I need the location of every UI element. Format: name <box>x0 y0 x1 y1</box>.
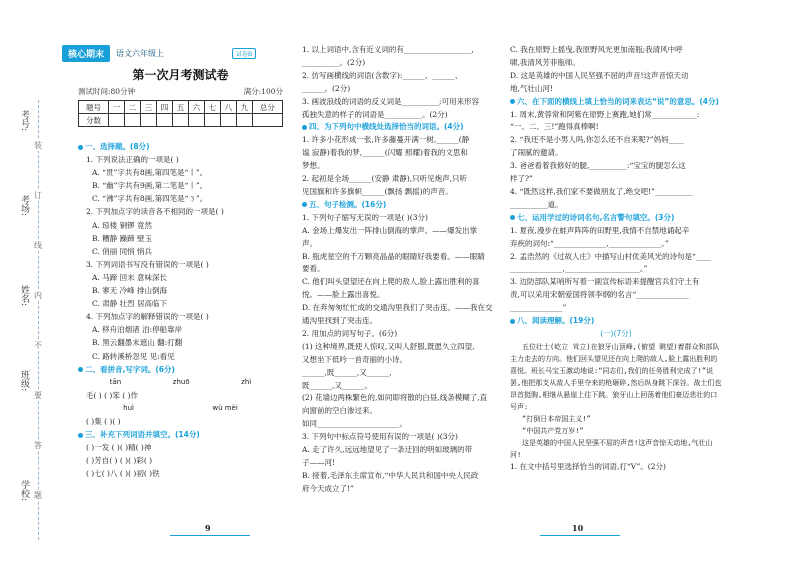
question-line: D. 在奔匆匆忙忙成的交通沟里我们了突击连。——我在交 <box>302 303 493 313</box>
question-line: 府今天成立了!” <box>302 483 354 493</box>
section-heading <box>510 315 722 328</box>
margin-label-class: 班级: <box>19 370 29 392</box>
score-cell: 八 <box>220 101 236 114</box>
question-line: 1. 以上词语中,含有近义词的有__________________, <box>302 45 474 54</box>
question-line: C. 路转溪桥忽见 见:看见 <box>92 351 175 361</box>
score-cell: 题号 <box>79 101 109 114</box>
score-cell: 九 <box>236 101 252 114</box>
write-line[interactable]: 毛( ) ( )笨 ( )作 <box>86 390 138 400</box>
question-line: A. 金场上爆发出一阵排山倒海的掌声。——爆发出掌 <box>302 225 478 235</box>
question-line: 2. 下列加点字的读音各不相同的一项是( ) <box>86 207 224 217</box>
question-line: 1. 下列句子缩写无误的一项是( )(3分) <box>302 212 428 222</box>
brand-subtitle: 语文六年级上 <box>116 48 165 58</box>
score-input-cell[interactable] <box>236 114 252 127</box>
question-line: B. 接着,毛泽东主席宣布,“中华人民共和国中央人民政 <box>302 470 479 480</box>
page-number-right: 10 <box>572 523 584 533</box>
bullet-icon <box>510 215 515 220</box>
fill-line[interactable]: ______________” <box>510 303 567 313</box>
passage-title: (一)(7分) <box>600 328 632 338</box>
question-line: __________。(2分) <box>302 57 366 67</box>
question-line: ______。(2分) <box>302 83 351 93</box>
question-line: 3. 边防部队某哨所写着一副宣传标语来提醒官兵们守土有 <box>510 277 700 287</box>
score-cell: 分数 <box>79 114 109 127</box>
question-line: 1. 在文中括号里选择恰当的词语,打“V”。(2分) <box>510 461 666 471</box>
binding-margin <box>0 100 60 540</box>
question-line: 3. 爸爸看着我修好的腿,__________:“宝宝的腿怎么这 <box>510 161 686 171</box>
question-line: 啸,我清风芳菲瓶师。 <box>510 57 580 67</box>
section-title: 四、为下列句中横线处选择恰当的词语。(4分) <box>309 122 464 132</box>
column-1 <box>78 140 283 480</box>
question-line: 2. 用加点的词写句子。(6分) <box>302 328 398 338</box>
margin-label-exam-no: 考号: <box>19 110 29 132</box>
section-title: 三、补充下列词语并填空。(14分) <box>85 430 200 440</box>
section-heading <box>510 96 722 109</box>
bullet-icon <box>78 433 83 438</box>
cut-char: 线 <box>34 241 42 250</box>
question-line: B. 糟静 躁蹄 壁玉 <box>92 233 153 243</box>
question-line: A. “贯”字共有8画,第四笔是“丨”。 <box>92 168 208 178</box>
margin-label-room: 考场: <box>19 195 29 217</box>
page-number-rule <box>170 535 250 536</box>
section-heading <box>78 140 283 153</box>
score-cell: 六 <box>188 101 204 114</box>
fill-line[interactable]: ( )芳自( ) ( )( )彩( ) <box>86 456 153 466</box>
score-cell: 五 <box>172 101 188 114</box>
question-line: (1) 这种境界,既使人惊叹,又叫人舒服,既愿久立四望, <box>302 341 475 351</box>
question-line: 孤独失意的样子的词语是__________。(2分) <box>302 109 448 119</box>
question-line: 1. 夏夜,漫步在蛙声阵阵的田野里,我情不自禁地诵起辛 <box>510 225 690 235</box>
question-line: B. 瓶虎星空的千万颗亮晶晶的眼睛好我要看。——眼睛 <box>302 251 485 261</box>
question-line: 4. “既然这样,我们家不要做朋友了,绝交吧!”__________ <box>510 186 693 196</box>
question-line: (2) 花墙边两株繁色的,如同即将散的白昼,线条模糊了,直 <box>302 393 488 403</box>
question-line: 1. 下列说法正确的一项是( ) <box>86 155 179 165</box>
question-line: 1. 周末,黄蓉常和阿紫在原野上赛跑,她们常____________: <box>510 109 700 119</box>
section-heading <box>78 428 283 441</box>
exam-time: 测试时间:80分钟 <box>78 87 136 96</box>
question-line: B. 寥无 冷峰 排山倒海 <box>92 286 168 296</box>
bullet-icon <box>510 319 515 324</box>
question-line: 通沟里找到了突击连。 <box>302 316 377 326</box>
cut-line <box>38 100 39 540</box>
section-heading <box>302 121 507 134</box>
section-title: 八、阅读理解。(19分) <box>517 316 595 326</box>
fill-line[interactable]: 责,可以采用宋朝爱国将领李纲的名言“______________ <box>510 290 689 300</box>
score-value-row <box>79 114 283 127</box>
section-heading <box>302 199 507 212</box>
question-line: 要看。 <box>302 264 325 274</box>
score-cell: 七 <box>204 101 220 114</box>
score-input-cell[interactable] <box>188 114 204 127</box>
question-line: 又想坐下低吟一首奇丽的小诗。 <box>302 354 407 364</box>
question-line: 地,气壮山河! <box>510 83 553 93</box>
exam-meta <box>78 86 283 97</box>
fill-line[interactable]: ______________,____________________。” <box>510 264 648 274</box>
question-line: C. 我在原野上摇曳,我原野风光更加南瓶;我清风中呼 <box>510 45 683 54</box>
question-line: A. 走了许久,远远地望见了一条迂回的明如玻璃的带 <box>302 445 473 455</box>
fill-line[interactable]: ( )一发 ( )( )精( )神 <box>86 443 152 453</box>
bullet-icon <box>302 125 307 130</box>
margin-label-name: 姓名: <box>19 285 29 307</box>
passage-paragraph: “打倒日本帝国主义!” <box>522 414 591 423</box>
question-line: B. “幽”字共有9画,第二笔是“丨”。 <box>92 181 208 191</box>
question-line: 声。 <box>302 238 317 248</box>
score-input-cell[interactable] <box>156 114 172 127</box>
fill-line[interactable]: ( )七( )八 ( )( )初( )铁 <box>86 469 160 479</box>
question-line: 样了?” <box>510 174 533 184</box>
section-title: 六、在下面的横线上填上恰当的词来表达“说”的意思。(4分) <box>517 96 719 106</box>
column-3 <box>510 44 722 474</box>
cut-char: 内 <box>34 291 42 300</box>
score-cell: 总分 <box>252 101 282 114</box>
write-line[interactable]: ( )集 ( )( ) <box>86 416 121 426</box>
fill-line[interactable]: 弃疾的词句:“______________,______________。” <box>510 238 669 248</box>
brand-header <box>62 44 164 62</box>
score-cell: 三 <box>141 101 157 114</box>
fill-line[interactable]: 2. 孟浩然的《过故人庄》中描写山村优美风光的诗句是“____ <box>510 251 711 261</box>
exam-full-score: 满分:100分 <box>243 87 283 96</box>
bullet-icon <box>510 99 515 104</box>
question-line: A. 琼楼 铜锣 竟然 <box>92 220 152 230</box>
question-line: 2. “我还不是小男人吗,你怎么还不自来呢?”妈妈____ <box>510 135 684 145</box>
margin-label-school: 学校: <box>19 480 29 502</box>
question-line: 1. 许多小花形成一张,许多藤蔓开满一树,______(静 <box>302 135 470 145</box>
score-input-cell[interactable] <box>172 114 188 127</box>
pinyin-row <box>78 376 283 389</box>
section-heading <box>78 363 283 376</box>
question-line: 2. 起初是全场______(安静 肃静),只听见炮声,只听 <box>302 174 468 184</box>
question-line: 3. 画波浪线的词语的反义词是__________;可用来形容 <box>302 96 480 106</box>
question-line: 向窗前的空白渗过来。 <box>302 406 377 416</box>
pinyin: wù mèi <box>212 403 238 412</box>
column-2 <box>302 44 507 496</box>
pinyin: tān <box>109 377 122 386</box>
score-header-row <box>79 101 283 114</box>
question-line: A. 马蹄 回末 意味深长 <box>92 272 167 282</box>
score-cell: 一 <box>109 101 125 114</box>
score-input-cell[interactable] <box>252 114 282 127</box>
question-line: C. “沸”字共有8画,第四笔是“ㄋ”。 <box>92 194 208 204</box>
cut-char: 题 <box>34 491 42 500</box>
brand-badge: 核心期末 <box>62 45 110 62</box>
question-line: A. 移舟泊烟渚 泊:停船靠岸 <box>92 325 183 335</box>
fill-line[interactable]: 如同______________________。 <box>302 419 407 429</box>
pinyin: zhuō <box>172 377 190 386</box>
score-input-cell[interactable] <box>109 114 125 127</box>
passage-paragraph: 五位壮士(屹立 耸立)在狼牙山顶峰,(俯望 眺望)着群众和部队主力走去的方向。他们回头望见还在向上爬的敌人,脸上露出胜利的喜悦。班长马宝玉激动地说:“同志们,我们的任务胜利完成了!”说罢,他把那支从敌人手里夺来的枪砸碎,然后纵身跳下深谷。战士们也昂首挺胸,相继从悬崖上往下跳。狼牙山上回荡着他们豪迈悲壮的口号声: <box>510 342 722 411</box>
score-input-cell[interactable] <box>125 114 141 127</box>
passage-paragraph: 这是英雄的中国人民坚强不屈的声音!这声音惊天动地,气壮山河! <box>510 438 713 459</box>
question-line: D. 这是英雄的中国人民坚强不屈的声音!这声音惊天动 <box>510 70 689 80</box>
question-line: C. 他们叫头望望还在向上爬的敌人,脸上露出胜利的喜 <box>302 277 480 287</box>
question-line: 3. 下列句中标点符号使用有误的一项是( )(3分) <box>302 432 458 442</box>
score-input-cell[interactable] <box>204 114 220 127</box>
question-line: C. 肃静 壮烈 居高临下 <box>92 299 168 309</box>
question-line: C. 俏丽 同悄 悄兵 <box>92 246 153 256</box>
score-table <box>78 100 283 127</box>
question-line: 谧 寂静)着我的梦,______(闪耀 照耀)着我的文思和 <box>302 148 468 158</box>
section-title: 五、句子检测。(16分) <box>309 199 387 209</box>
section-title: 一、选择题。(8分) <box>85 142 150 151</box>
page-title: 第一次月考测试卷 <box>132 68 229 82</box>
cut-char: 答 <box>34 441 42 450</box>
bullet-icon <box>78 367 83 372</box>
question-line: 了闹腻的邀请。 <box>510 148 563 158</box>
section-heading <box>510 212 722 225</box>
question-line: 4. 下列加点字的解释错误的一项是( ) <box>86 312 209 322</box>
pinyin: zhì <box>241 377 252 386</box>
cut-char: 装 <box>34 141 42 150</box>
section-title: 二、看拼音,写字词。(6分) <box>85 364 175 374</box>
question-line: 悦。——脸上露出喜悦。 <box>302 290 385 300</box>
bullet-icon <box>302 202 307 207</box>
pinyin-row <box>78 402 283 415</box>
pinyin: huì <box>123 403 134 412</box>
cut-char: 不 <box>34 341 42 350</box>
page-number-left: 9 <box>205 523 211 533</box>
score-cell: 四 <box>156 101 172 114</box>
question-line: 见国旗和许多旗帜______(飘扬 飘摇)的声音。 <box>302 186 453 196</box>
brand-tag: 试卷B <box>232 48 256 59</box>
fill-line[interactable]: ______,既______,又______, <box>302 367 392 377</box>
fill-line[interactable]: 既______,又______。 <box>302 380 372 390</box>
question-line: __________道。 <box>510 199 563 209</box>
question-line: 2. 仿写画横线的词语(含数字):______、______、 <box>302 70 463 80</box>
question-line: 梦想。 <box>302 161 325 171</box>
score-input-cell[interactable] <box>220 114 236 127</box>
question-line: 子——河! <box>302 458 336 467</box>
cut-char: 要 <box>34 391 42 400</box>
section-title: 七、运用学过的诗词名句,名言警句填空。(3分) <box>517 212 675 222</box>
score-cell: 二 <box>125 101 141 114</box>
question-line: B. 黑云翻墨未遮山 翻:打翻 <box>92 338 183 348</box>
question-line: 3. 下列词语书写没有错误的一项是( ) <box>86 259 209 269</box>
passage-paragraph: “中国共产党万岁!” <box>522 426 584 435</box>
page-number-rule <box>540 535 620 536</box>
question-line: “一、二、三!”跑得真棒啊! <box>510 122 599 132</box>
bullet-icon <box>78 145 83 150</box>
score-input-cell[interactable] <box>141 114 157 127</box>
cut-char: 订 <box>34 191 42 200</box>
